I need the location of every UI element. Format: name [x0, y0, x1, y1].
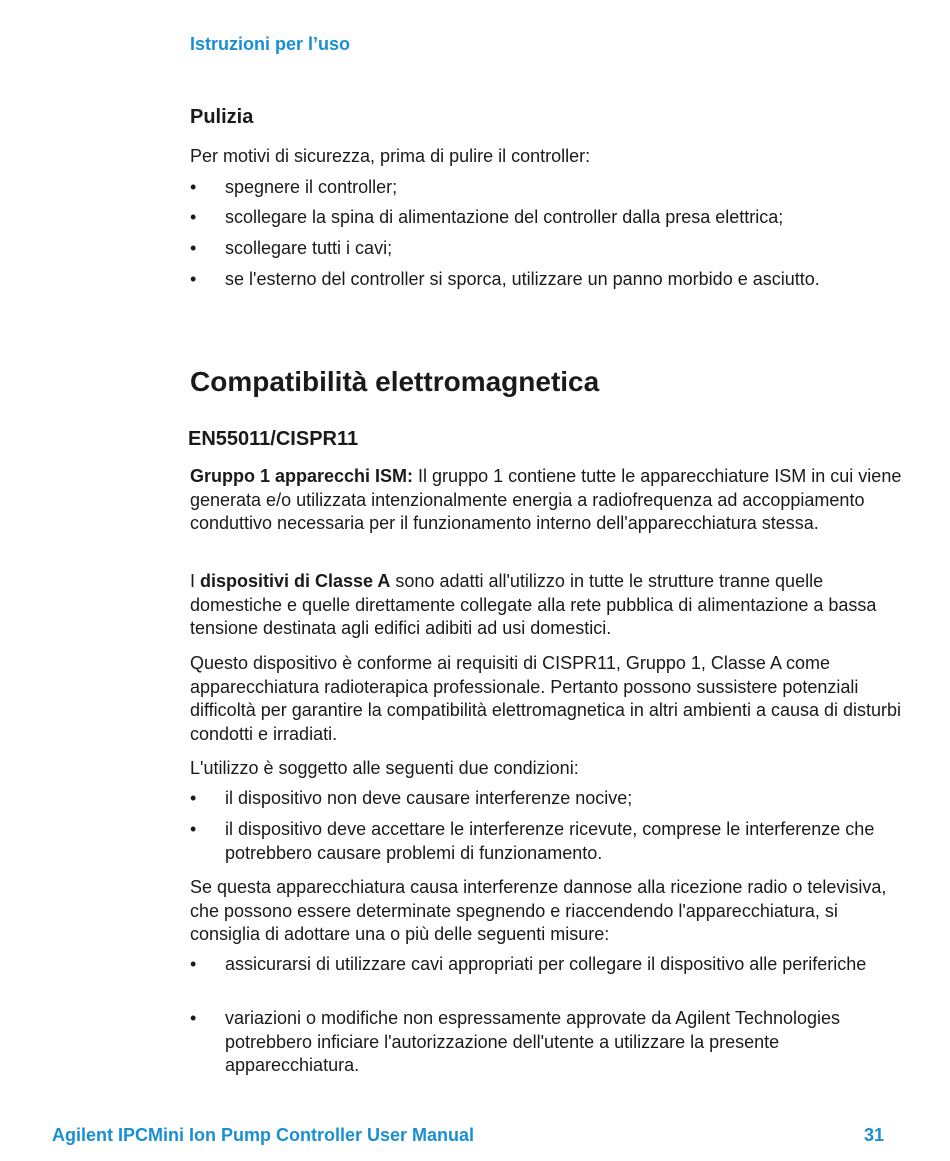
- paragraph-class-a-text: sono adatti all'utilizzo in tutte le strutture tranne quelle domestiche e quelle direttamente collegate alla rete pubblica di alimentazione a bassa tensione destinata agli edifici adibiti ad usi domestici.: [190, 571, 877, 638]
- bullet-icon: •: [190, 954, 197, 974]
- list-item-text: scollegare tutti i cavi;: [225, 238, 393, 258]
- list-item-text: scollegare la spina di alimentazione del controller dalla presa elettrica;: [225, 207, 784, 227]
- paragraph-class-a: [190, 570, 905, 641]
- list-item: [190, 1007, 905, 1078]
- section-heading-emc: Compatibilità elettromagnetica: [190, 366, 600, 397]
- bullet-icon: •: [190, 819, 197, 839]
- paragraph-conditions-intro: L'utilizzo è soggetto alle seguenti due condizioni:: [190, 758, 579, 778]
- paragraph-class-a-prefix: I: [190, 571, 201, 591]
- list-item-text: il dispositivo deve accettare le interferenze ricevute, comprese le interferenze che potrebbero causare problemi di funzionamento.: [225, 819, 875, 863]
- paragraph-compliance: Questo dispositivo è conforme ai requisiti di CISPR11, Gruppo 1, Classe A come apparecchiatura radioterapica professionale. Pertanto possono sussistere potenziali difficoltà per garantire la compatibilità elettromagnetica in altri ambienti a causa di disturbi condotti e irradiati.: [190, 653, 902, 744]
- list-item-text: spegnere il controller;: [225, 177, 398, 197]
- list-item: [190, 237, 905, 261]
- list-item-text: assicurarsi di utilizzare cavi appropriati per collegare il dispositivo alle periferiche: [225, 954, 867, 974]
- running-header: Istruzioni per l’uso: [190, 34, 351, 54]
- list-item: [190, 787, 905, 811]
- list-item: [190, 953, 905, 977]
- bold-term-class-a: dispositivi di Classe A: [200, 571, 391, 591]
- bullet-icon: •: [190, 788, 197, 808]
- list-item: [190, 818, 905, 865]
- list-item-text: se l'esterno del controller si sporca, utilizzare un panno morbido e asciutto.: [225, 269, 820, 289]
- list-item-text: il dispositivo non deve causare interferenze nocive;: [225, 788, 633, 808]
- bullet-icon: •: [190, 207, 197, 227]
- footer-manual-title: Agilent IPCMini Ion Pump Controller User Manual: [52, 1125, 475, 1145]
- bold-term-group1: Gruppo 1 apparecchi ISM:: [190, 466, 414, 486]
- bullet-icon: •: [190, 1008, 197, 1028]
- bullet-icon: •: [190, 238, 197, 258]
- list-item-text: variazioni o modifiche non espressamente approvate da Agilent Technologies potrebbero inficiare l'autorizzazione dell'utente a utilizzare la presente apparecchiatura.: [225, 1008, 841, 1075]
- paragraph-interference: Se questa apparecchiatura causa interferenze dannose alla ricezione radio o televisiva, che possono essere determinate spegnendo e riaccendendo l'apparecchiatura, si consiglia di adottare una o più delle seguenti misure:: [190, 877, 887, 944]
- paragraph-group1: [190, 465, 905, 536]
- list-item: [190, 206, 905, 230]
- list-item: [190, 268, 905, 292]
- bullet-icon: •: [190, 177, 197, 197]
- footer-page-number: 31: [863, 1125, 884, 1145]
- cleaning-intro: Per motivi di sicurezza, prima di pulire il controller:: [190, 146, 591, 166]
- paragraph-group1-text: Il gruppo 1 contiene tutte le apparecchiature ISM in cui viene generata e/o utilizzata intenzionalmente energia a radiofrequenza ad accoppiamento conduttivo necessaria per il funzionamento interno dell'apparecchiatura stessa.: [190, 466, 902, 533]
- subheading-standard: EN55011/CISPR11: [188, 428, 359, 450]
- section-heading-cleaning: Pulizia: [190, 106, 254, 128]
- bullet-icon: •: [190, 269, 197, 289]
- list-item: [190, 176, 905, 200]
